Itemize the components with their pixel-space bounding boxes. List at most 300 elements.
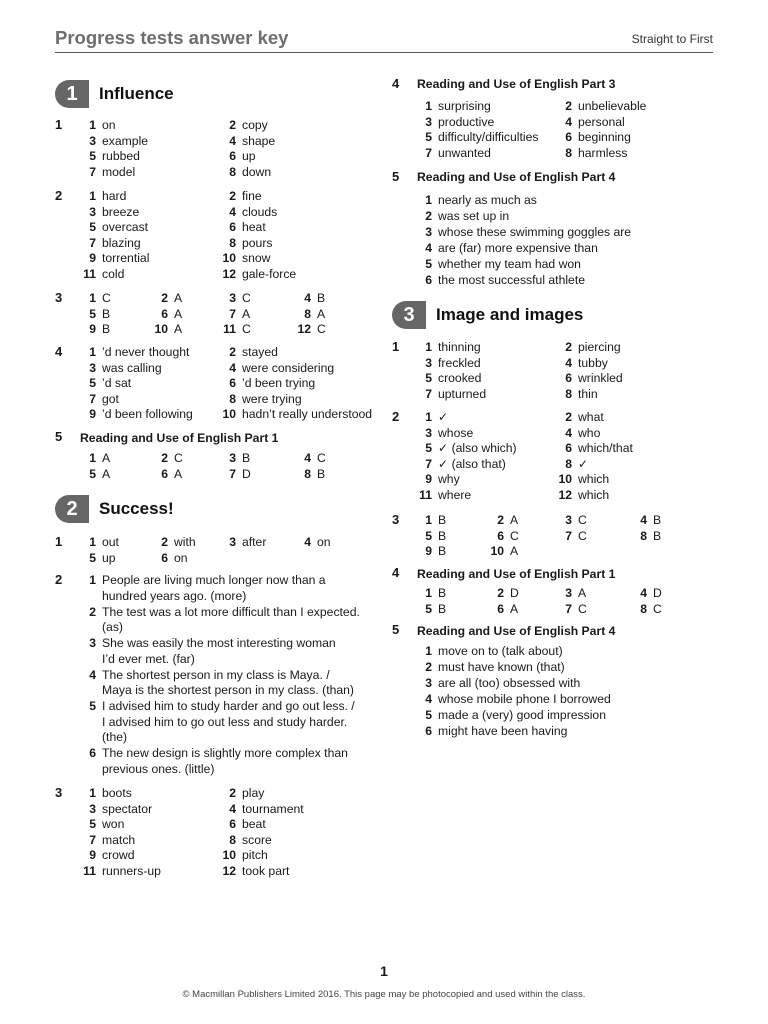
item-number: 4 bbox=[229, 204, 236, 219]
question-number: 4 bbox=[55, 344, 63, 359]
answer-item bbox=[218, 165, 271, 181]
item-answer: was calling bbox=[102, 360, 162, 375]
answer-item bbox=[78, 551, 116, 567]
item-answer: A bbox=[578, 586, 587, 600]
item-answer: wrinkled bbox=[578, 371, 623, 386]
answer-item bbox=[554, 356, 608, 372]
answer-item bbox=[554, 529, 587, 545]
item-answer: C bbox=[578, 601, 587, 616]
item-number: 7 bbox=[565, 601, 572, 616]
item-number: 3 bbox=[425, 114, 432, 129]
answer-item bbox=[414, 241, 598, 257]
item-answer: pitch bbox=[242, 848, 268, 863]
item-number: 6 bbox=[425, 272, 432, 287]
item-answer: C bbox=[317, 322, 326, 337]
item-answer: I advised him to study harder and go out less. / bbox=[102, 699, 355, 713]
item-number: 7 bbox=[89, 391, 96, 406]
answer-item bbox=[293, 451, 326, 467]
item-number: 4 bbox=[640, 586, 647, 600]
item-number: 4 bbox=[229, 360, 236, 375]
item-answer: match bbox=[102, 832, 136, 847]
item-answer: gale-force bbox=[242, 267, 297, 281]
answer-item bbox=[486, 586, 519, 602]
item-number: 7 bbox=[425, 386, 432, 401]
answer-item bbox=[78, 668, 330, 684]
item-answer: hard bbox=[102, 189, 127, 203]
section-heading: Reading and Use of English Part 4 bbox=[417, 624, 616, 638]
item-number: 12 bbox=[222, 267, 236, 281]
item-answer: B bbox=[438, 586, 447, 600]
item-answer: on bbox=[317, 535, 331, 549]
item-answer: which bbox=[578, 488, 610, 502]
answer-item bbox=[218, 118, 268, 134]
item-answer: A bbox=[174, 291, 183, 305]
answer-item bbox=[78, 189, 126, 205]
item-number: 5 bbox=[425, 528, 432, 543]
answer-item bbox=[554, 602, 587, 618]
item-answer: might have been having bbox=[438, 723, 568, 738]
item-number: 6 bbox=[229, 376, 236, 391]
item-answer: tubby bbox=[578, 355, 608, 370]
item-answer: B bbox=[438, 513, 447, 527]
answer-item bbox=[218, 376, 315, 392]
answer-item bbox=[414, 724, 567, 740]
item-number: 3 bbox=[565, 586, 572, 600]
item-number: 10 bbox=[222, 848, 236, 863]
item-number: 1 bbox=[89, 451, 96, 465]
item-answer: ’d been trying bbox=[242, 376, 316, 391]
header-rule bbox=[55, 52, 713, 53]
answer-item bbox=[78, 322, 110, 338]
answer-item bbox=[218, 236, 273, 252]
item-number: 11 bbox=[223, 322, 236, 337]
item-number: 9 bbox=[89, 251, 96, 266]
item-answer: boots bbox=[102, 786, 132, 800]
item-number: 3 bbox=[89, 204, 96, 219]
answer-item bbox=[218, 291, 251, 307]
answer-item bbox=[78, 134, 148, 150]
item-number: 4 bbox=[229, 801, 236, 816]
item-answer: C bbox=[317, 451, 326, 465]
item-number: 7 bbox=[89, 235, 96, 250]
item-number: 1 bbox=[89, 345, 96, 359]
item-answer: A bbox=[102, 466, 111, 481]
answer-item bbox=[629, 529, 661, 545]
question-number: 1 bbox=[55, 534, 63, 549]
item-answer: move on to (talk about) bbox=[438, 644, 563, 658]
answer-item bbox=[78, 307, 110, 323]
item-answer: A bbox=[174, 322, 183, 337]
answer-item bbox=[414, 441, 517, 457]
item-answer: A bbox=[510, 601, 519, 616]
item-number: 5 bbox=[425, 256, 432, 271]
item-answer: ✓ bbox=[438, 410, 449, 424]
item-number: 3 bbox=[89, 636, 96, 650]
item-number: 2 bbox=[497, 513, 504, 527]
item-continuation: Maya is the shortest person in my class. (than) bbox=[102, 683, 354, 698]
question-number: 5 bbox=[392, 622, 400, 637]
answer-item bbox=[414, 544, 446, 560]
item-number: 4 bbox=[565, 114, 572, 129]
item-number: 7 bbox=[229, 306, 236, 321]
answer-item bbox=[414, 99, 491, 115]
answer-item bbox=[218, 833, 272, 849]
item-number: 3 bbox=[89, 801, 96, 816]
item-answer: B bbox=[242, 451, 251, 465]
page-title: Progress tests answer key bbox=[55, 27, 289, 48]
item-answer: A bbox=[510, 513, 519, 527]
item-number: 1 bbox=[89, 291, 96, 305]
item-answer: pours bbox=[242, 235, 273, 250]
item-answer: The shortest person in my class is Maya. / bbox=[102, 667, 330, 682]
item-answer: runners-up bbox=[102, 864, 161, 878]
item-number: 4 bbox=[304, 535, 311, 549]
answer-item bbox=[414, 209, 509, 225]
question-number: 1 bbox=[392, 339, 400, 354]
answer-item bbox=[486, 513, 518, 529]
answer-item bbox=[414, 426, 473, 442]
answer-item bbox=[78, 392, 119, 408]
answer-item bbox=[554, 387, 598, 403]
item-answer: torrential bbox=[102, 251, 150, 266]
item-number: 2 bbox=[565, 340, 572, 354]
item-answer: must have known (that) bbox=[438, 659, 565, 674]
question-number: 3 bbox=[55, 290, 63, 305]
item-answer: are all (too) obsessed with bbox=[438, 675, 581, 690]
item-number: 2 bbox=[161, 451, 168, 465]
answer-item bbox=[78, 165, 135, 181]
answer-item bbox=[414, 708, 606, 724]
item-number: 6 bbox=[497, 528, 504, 543]
answer-item bbox=[414, 586, 446, 602]
answer-item bbox=[150, 291, 182, 307]
item-answer: B bbox=[102, 306, 111, 321]
answer-item bbox=[554, 457, 588, 473]
item-number: 10 bbox=[490, 544, 504, 559]
answer-item bbox=[554, 130, 631, 146]
item-number: 6 bbox=[89, 746, 96, 761]
item-answer: A bbox=[510, 544, 519, 559]
item-number: 6 bbox=[497, 601, 504, 616]
item-number: 6 bbox=[425, 723, 432, 738]
item-answer: productive bbox=[438, 114, 495, 129]
item-answer: breeze bbox=[102, 204, 140, 219]
answer-item bbox=[218, 205, 277, 221]
answer-item bbox=[414, 340, 481, 356]
item-number: 2 bbox=[229, 118, 236, 132]
item-answer: A bbox=[242, 306, 251, 321]
answer-item bbox=[629, 513, 661, 529]
item-number: 5 bbox=[89, 466, 96, 481]
item-answer: fine bbox=[242, 189, 262, 203]
item-answer: on bbox=[174, 550, 188, 565]
item-answer: blazing bbox=[102, 235, 141, 250]
unit-number-badge: 3 bbox=[392, 301, 426, 329]
item-number: 2 bbox=[229, 345, 236, 359]
item-answer: She was easily the most interesting woman bbox=[102, 636, 336, 650]
item-answer: surprising bbox=[438, 99, 491, 113]
item-answer: are (far) more expensive than bbox=[438, 240, 598, 255]
answer-item bbox=[78, 817, 124, 833]
item-number: 6 bbox=[161, 466, 168, 481]
item-answer: was set up in bbox=[438, 208, 510, 223]
item-answer: whether my team had won bbox=[438, 256, 581, 271]
item-number: 1 bbox=[425, 513, 432, 527]
answer-item bbox=[78, 573, 326, 589]
item-answer: got bbox=[102, 391, 119, 406]
answer-item bbox=[218, 267, 296, 283]
item-number: 9 bbox=[425, 544, 432, 559]
answer-item bbox=[150, 322, 182, 338]
item-number: 12 bbox=[222, 864, 236, 878]
answer-item bbox=[414, 676, 580, 692]
item-answer: model bbox=[102, 164, 136, 179]
item-answer: where bbox=[438, 488, 472, 502]
item-answer: difficulty/difficulties bbox=[438, 130, 539, 145]
item-answer: score bbox=[242, 832, 272, 847]
item-number: 8 bbox=[229, 832, 236, 847]
unit-heading bbox=[392, 301, 583, 329]
answer-item bbox=[554, 441, 633, 457]
item-answer: shape bbox=[242, 133, 276, 148]
question-number: 2 bbox=[55, 572, 63, 587]
item-answer: ’d sat bbox=[102, 376, 132, 391]
answer-item bbox=[78, 361, 162, 377]
answer-item bbox=[78, 802, 152, 818]
item-number: 7 bbox=[565, 528, 572, 543]
answer-item bbox=[554, 99, 646, 115]
answer-item bbox=[554, 146, 627, 162]
item-number: 6 bbox=[565, 130, 572, 145]
item-continuation: (as) bbox=[102, 620, 123, 635]
item-number: 12 bbox=[558, 488, 572, 502]
answer-item bbox=[414, 356, 481, 372]
item-number: 1 bbox=[89, 573, 96, 587]
question-number: 4 bbox=[392, 565, 400, 580]
item-answer: stayed bbox=[242, 345, 278, 359]
unit-number-badge: 1 bbox=[55, 80, 89, 108]
answer-item bbox=[414, 387, 486, 403]
item-number: 11 bbox=[83, 267, 96, 281]
course-name: Straight to First bbox=[631, 32, 713, 46]
item-answer: D bbox=[242, 466, 251, 481]
answer-item bbox=[486, 602, 518, 618]
answer-item bbox=[150, 451, 183, 467]
item-number: 1 bbox=[425, 340, 432, 354]
item-number: 3 bbox=[565, 513, 572, 527]
item-number: 8 bbox=[640, 528, 647, 543]
item-answer: crowd bbox=[102, 848, 135, 863]
question-number: 2 bbox=[392, 409, 400, 424]
answer-item bbox=[218, 848, 268, 864]
item-answer: up bbox=[102, 550, 116, 565]
item-number: 6 bbox=[161, 306, 168, 321]
item-number: 5 bbox=[425, 601, 432, 616]
answer-item bbox=[150, 535, 196, 551]
item-answer: D bbox=[653, 586, 662, 600]
item-number: 3 bbox=[425, 425, 432, 440]
answer-item bbox=[150, 551, 188, 567]
item-answer: ✓ (also that) bbox=[438, 456, 506, 471]
answer-item bbox=[78, 746, 348, 762]
answer-item bbox=[554, 513, 587, 529]
item-answer: crooked bbox=[438, 371, 482, 386]
item-answer: took part bbox=[242, 864, 290, 878]
answer-item bbox=[218, 307, 250, 323]
item-number: 4 bbox=[304, 291, 311, 305]
item-answer: beat bbox=[242, 817, 266, 832]
item-number: 7 bbox=[89, 164, 96, 179]
item-number: 1 bbox=[89, 118, 96, 132]
item-number: 8 bbox=[640, 601, 647, 616]
item-number: 2 bbox=[565, 99, 572, 113]
answer-item bbox=[486, 529, 519, 545]
answer-item bbox=[78, 864, 161, 880]
item-number: 5 bbox=[425, 707, 432, 722]
item-answer: down bbox=[242, 164, 272, 179]
answer-item bbox=[78, 451, 110, 467]
item-number: 2 bbox=[161, 535, 168, 549]
item-number: 6 bbox=[565, 371, 572, 386]
item-number: 8 bbox=[565, 145, 572, 160]
item-number: 1 bbox=[89, 786, 96, 800]
answer-item bbox=[218, 251, 270, 267]
item-number: 9 bbox=[89, 407, 96, 422]
item-number: 12 bbox=[297, 322, 311, 337]
item-number: 3 bbox=[425, 224, 432, 239]
answer-item bbox=[554, 371, 623, 387]
item-number: 1 bbox=[425, 644, 432, 658]
item-continuation: hundred years ago. (more) bbox=[102, 588, 247, 603]
answer-item bbox=[554, 488, 609, 504]
item-number: 1 bbox=[89, 189, 96, 203]
answer-item bbox=[218, 322, 251, 338]
item-number: 6 bbox=[229, 220, 236, 235]
item-number: 4 bbox=[565, 355, 572, 370]
item-answer: play bbox=[242, 786, 265, 800]
answer-item bbox=[78, 848, 135, 864]
item-number: 10 bbox=[222, 407, 236, 422]
answer-item bbox=[414, 472, 460, 488]
item-answer: The new design is slightly more complex than bbox=[102, 746, 348, 761]
item-answer: thin bbox=[578, 386, 598, 401]
item-answer: C bbox=[174, 451, 183, 465]
item-number: 4 bbox=[640, 513, 647, 527]
answer-item bbox=[218, 149, 256, 165]
item-number: 4 bbox=[425, 691, 432, 706]
item-answer: The test was a lot more difficult than I expected. bbox=[102, 604, 360, 619]
item-number: 2 bbox=[229, 786, 236, 800]
item-number: 2 bbox=[229, 189, 236, 203]
answer-item bbox=[150, 307, 182, 323]
item-answer: thinning bbox=[438, 340, 481, 354]
answer-item bbox=[150, 467, 182, 483]
answer-item bbox=[414, 273, 585, 289]
answer-item bbox=[293, 535, 331, 551]
item-number: 4 bbox=[229, 133, 236, 148]
answer-item bbox=[414, 371, 481, 387]
answer-item bbox=[78, 699, 355, 715]
answer-item bbox=[218, 407, 372, 423]
item-number: 5 bbox=[89, 699, 96, 713]
item-answer: B bbox=[438, 544, 447, 559]
answer-item bbox=[218, 467, 251, 483]
item-number: 2 bbox=[89, 604, 96, 619]
item-number: 2 bbox=[161, 291, 168, 305]
item-answer: C bbox=[653, 601, 662, 616]
item-number: 4 bbox=[89, 667, 96, 682]
item-answer: hadn’t really understood bbox=[242, 407, 373, 422]
item-answer: B bbox=[317, 466, 326, 481]
item-number: 6 bbox=[229, 149, 236, 164]
item-number: 10 bbox=[154, 322, 168, 337]
answer-item bbox=[78, 786, 132, 802]
question-number: 2 bbox=[55, 188, 63, 203]
answer-item bbox=[629, 602, 662, 618]
answer-item bbox=[414, 602, 446, 618]
answer-item bbox=[293, 322, 326, 338]
item-answer: copy bbox=[242, 118, 268, 132]
answer-item bbox=[78, 636, 336, 652]
item-continuation: I advised him to go out less and study harder. bbox=[102, 714, 348, 729]
answer-item bbox=[414, 644, 563, 660]
item-answer: piercing bbox=[578, 340, 621, 354]
item-answer: ’d never thought bbox=[102, 345, 190, 359]
item-answer: B bbox=[653, 513, 662, 527]
answer-item bbox=[78, 467, 110, 483]
answer-item bbox=[414, 257, 581, 273]
item-answer: beginning bbox=[578, 130, 631, 145]
item-number: 5 bbox=[425, 441, 432, 456]
unit-heading bbox=[55, 495, 174, 523]
item-continuation: previous ones. (little) bbox=[102, 761, 215, 776]
item-answer: C bbox=[578, 513, 587, 527]
unit-heading bbox=[55, 80, 174, 108]
answer-item bbox=[486, 544, 518, 560]
section-heading: Reading and Use of English Part 3 bbox=[417, 77, 616, 91]
item-answer: B bbox=[102, 322, 111, 337]
answer-item bbox=[78, 251, 149, 267]
item-answer: C bbox=[242, 322, 251, 337]
item-number: 6 bbox=[229, 817, 236, 832]
answer-item bbox=[414, 529, 446, 545]
answer-item bbox=[78, 118, 116, 134]
unit-title: Influence bbox=[99, 84, 174, 103]
item-number: 8 bbox=[229, 235, 236, 250]
answer-item bbox=[414, 193, 537, 209]
item-answer: snow bbox=[242, 251, 271, 266]
item-answer: C bbox=[102, 291, 111, 305]
answer-item bbox=[78, 605, 360, 621]
item-number: 3 bbox=[425, 675, 432, 690]
item-answer: C bbox=[510, 528, 519, 543]
item-number: 4 bbox=[304, 451, 311, 465]
answer-item bbox=[218, 786, 264, 802]
item-answer: C bbox=[242, 291, 251, 305]
answer-item bbox=[78, 149, 140, 165]
item-answer: which/that bbox=[578, 441, 633, 456]
item-number: 5 bbox=[89, 376, 96, 391]
answer-item bbox=[218, 392, 302, 408]
item-number: 3 bbox=[425, 355, 432, 370]
item-number: 3 bbox=[89, 133, 96, 148]
answer-item bbox=[414, 146, 491, 162]
answer-item bbox=[414, 410, 448, 426]
item-answer: won bbox=[102, 817, 125, 832]
section-heading: Reading and Use of English Part 4 bbox=[417, 170, 616, 184]
item-answer: B bbox=[438, 601, 447, 616]
item-answer: B bbox=[653, 528, 662, 543]
